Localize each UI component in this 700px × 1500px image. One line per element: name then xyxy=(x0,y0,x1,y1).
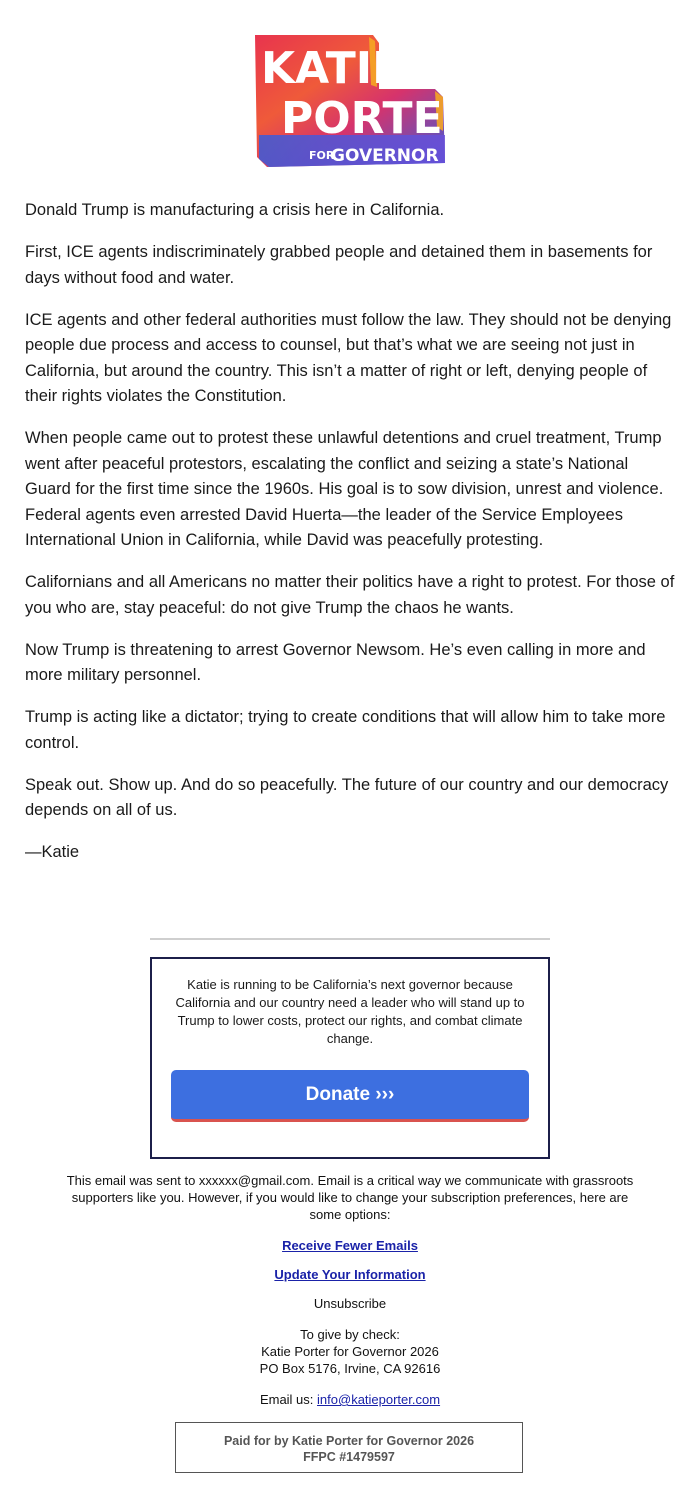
logo-line-governor: GOVERNOR xyxy=(331,146,439,166)
signoff: —Katie xyxy=(25,843,80,861)
paragraph: Now Trump is threatening to arrest Governor Newsom. He’s even calling in more and more military personnel. xyxy=(25,640,646,684)
update-information-link[interactable]: Update Your Information xyxy=(274,1267,426,1282)
paragraph: Donald Trump is manufacturing a crisis here in California. xyxy=(25,201,445,219)
logo-line-katie: KATIE xyxy=(261,43,403,94)
email-footer xyxy=(60,1172,640,1408)
logo-graphic xyxy=(249,31,477,171)
paragraph: ICE agents and other federal authorities must follow the law. They should not be denying people due process and access to counsel, but that’s what we are seeing not just in California, but around the country. This isn’t a matter of right or left, denying people of their rights violates the Constitution. xyxy=(25,310,672,405)
logo-line-for: FOR xyxy=(309,149,335,162)
paragraph: Speak out. Show up. And do so peacefully. The future of our country and our democracy depends on all of us. xyxy=(25,775,669,819)
contact-email xyxy=(60,1391,640,1408)
donate-box xyxy=(150,957,550,1159)
check-payee: Katie Porter for Governor 2026 xyxy=(261,1344,439,1359)
email-address-link[interactable]: info@katieporter.com xyxy=(317,1392,441,1407)
give-by-check xyxy=(60,1326,640,1377)
paragraph: First, ICE agents indiscriminately grabbed people and detained them in basements for days without food and water. xyxy=(25,243,653,287)
paragraph: Trump is acting like a dictator; trying to create conditions that will allow him to take more control. xyxy=(25,708,666,752)
donate-button[interactable]: Donate ››› xyxy=(171,1070,529,1122)
campaign-pitch: Katie is running to be California’s next governor because California and our country need a leader who will stand up to Trump to lower costs, protect our rights, and combat climate change. xyxy=(175,977,525,1046)
footer-intro: This email was sent to xxxxxx@gmail.com. Email is a critical way we communicate with grassroots supporters like you. However, if you would like to change your subscription preferences, here are some options: xyxy=(66,1173,634,1222)
unsubscribe-link[interactable]: Unsubscribe xyxy=(313,1296,387,1311)
receive-fewer-emails-link[interactable]: Receive Fewer Emails xyxy=(282,1238,418,1253)
check-heading: To give by check: xyxy=(300,1327,400,1342)
paid-for-disclaimer xyxy=(175,1422,523,1473)
email-body xyxy=(25,198,677,882)
logo-line-porter: PORTER xyxy=(281,93,477,144)
disclaimer-line-ffpc: FFPC #1479597 xyxy=(303,1450,395,1464)
section-divider xyxy=(150,938,550,940)
disclaimer-line-paid-for: Paid for by Katie Porter for Governor 2026 xyxy=(223,1434,475,1448)
katie-porter-logo xyxy=(249,31,477,171)
paragraph: Californians and all Americans no matter their politics have a right to protest. For those of you who are, stay peaceful: do not give Trump the chaos he wants. xyxy=(25,573,675,617)
email-label: Email us: xyxy=(259,1392,314,1407)
paragraph: When people came out to protest these unlawful detentions and cruel treatment, Trump went after peaceful protestors, escalating the conflict and seizing a state’s National Guard for the first time since the 1960s. His goal is to sow division, unrest and violence. Federal agents even arrested David Huerta—the leader of the Service Employees International Union in California, while David was peacefully protesting. xyxy=(25,429,664,549)
check-address: PO Box 5176, Irvine, CA 92616 xyxy=(259,1361,441,1376)
